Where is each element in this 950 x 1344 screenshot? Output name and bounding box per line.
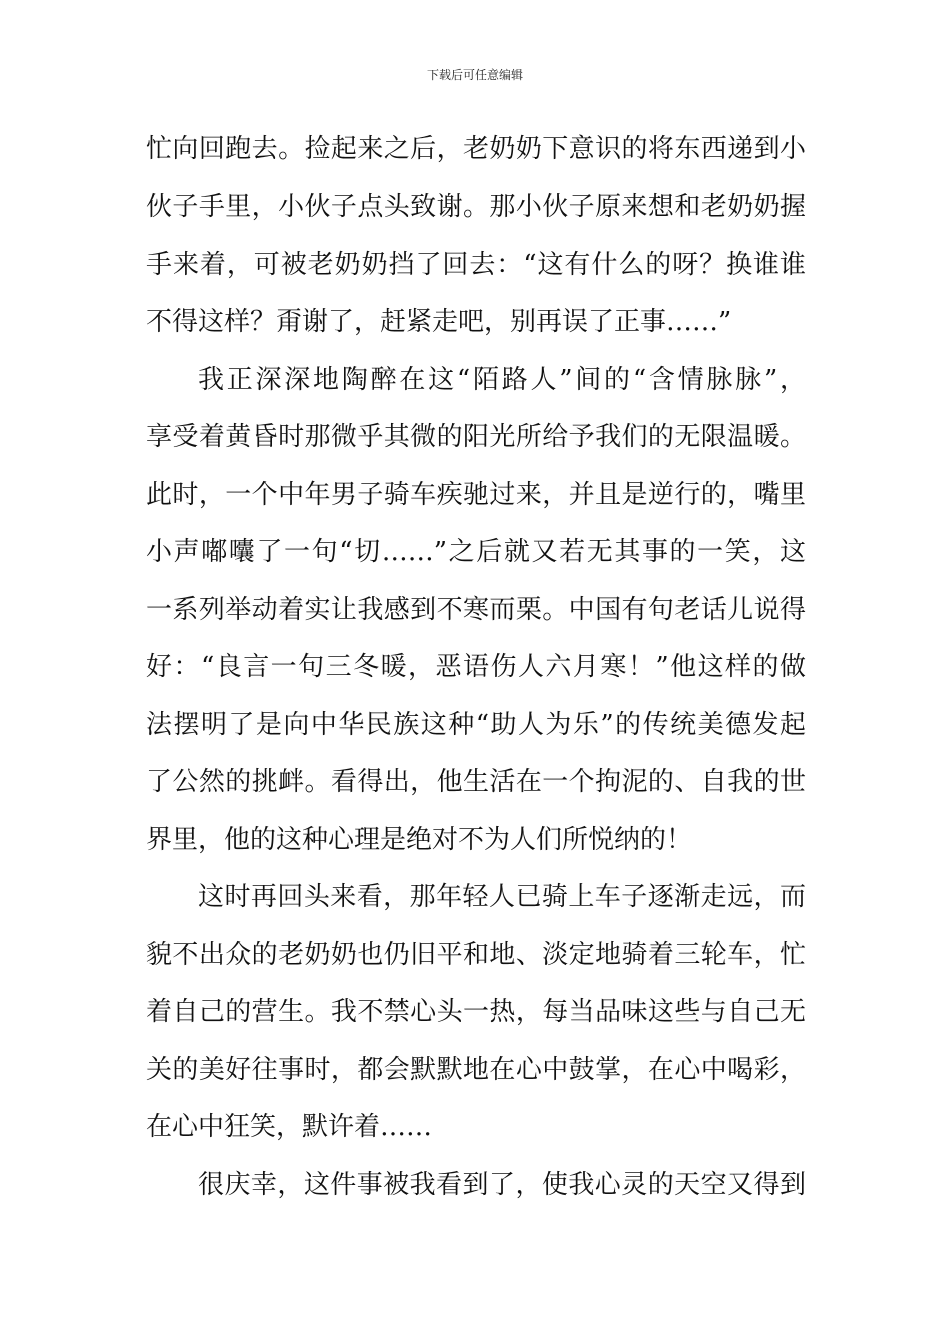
text-line: 了公然的挑衅。看得出，他生活在一个拘泥的、自我的世 (146, 767, 806, 797)
text-line: 界里，他的这种心理是绝对不为人们所悦纳的！ (146, 825, 693, 855)
text-line: 小声嘟囔了一句“切……”之后就又若无其事的一笑，这 (146, 537, 806, 567)
text-line: 关的美好往事时，都会默默地在心中鼓掌，在心中喝彩， (146, 1055, 806, 1085)
text-line: 好：“良言一句三冬暖，恶语伤人六月寒！”他这样的做 (146, 652, 806, 682)
text-line: 此时，一个中年男子骑车疾驰过来，并且是逆行的，嘴里 (146, 480, 806, 510)
paragraph-first-line: 我正深深地陶醉在这“陌路人”间的“含情脉脉”， (198, 365, 806, 395)
text-line: 一系列举动着实让我感到不寒而栗。中国有句老话儿说得 (146, 595, 806, 625)
text-line: 着自己的营生。我不禁心头一热，每当品味这些与自己无 (146, 997, 806, 1027)
text-line: 忙向回跑去。捡起来之后，老奶奶下意识的将东西递到小 (146, 134, 806, 164)
text-line: 手来着，可被老奶奶挡了回去：“这有什么的呀？换谁谁 (146, 250, 806, 280)
text-line: 貌不出众的老奶奶也仍旧平和地、淡定地骑着三轮车，忙 (146, 940, 806, 970)
text-line: 法摆明了是向中华民族这种“助人为乐”的传统美德发起 (146, 710, 806, 740)
text-line: 伙子手里，小伙子点头致谢。那小伙子原来想和老奶奶握 (146, 192, 806, 222)
paragraph-first-line: 很庆幸，这件事被我看到了，使我心灵的天空又得到 (198, 1170, 806, 1200)
text-line: 不得这样？甭谢了，赶紧走吧，别再误了正事……” (146, 307, 732, 337)
paragraph-first-line: 这时再回头来看，那年轻人已骑上车子逐渐走远，而 (198, 882, 806, 912)
page-header: 下载后可任意编辑 (426, 68, 523, 82)
text-line: 享受着黄昏时那微乎其微的阳光所给予我们的无限温暖。 (146, 422, 806, 452)
text-line: 在心中狂笑，默许着…… (146, 1112, 433, 1142)
